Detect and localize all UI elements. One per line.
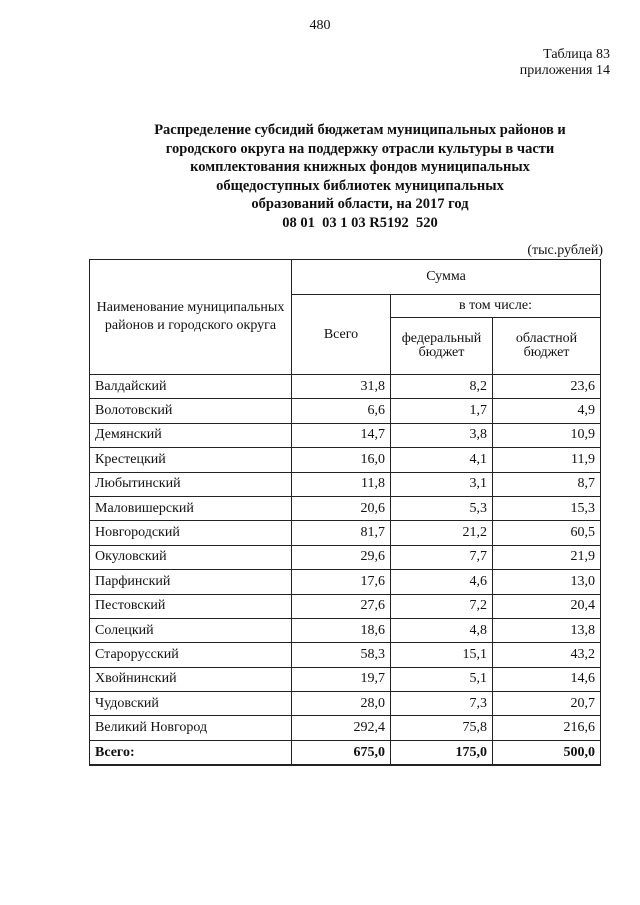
table-row: [90, 618, 601, 642]
table-row: [90, 399, 601, 423]
district-name: Маловишерский: [90, 496, 292, 520]
row-regional: 13,8: [493, 618, 601, 642]
row-total: 58,3: [292, 643, 391, 667]
header-regional: областной бюджет: [493, 318, 601, 375]
title-line: образований области, на 2017 год: [251, 196, 469, 212]
row-regional: 23,6: [493, 375, 601, 399]
row-federal: 4,8: [391, 618, 493, 642]
table-row: [90, 472, 601, 496]
title-line: комплектования книжных фондов муниципальных: [190, 159, 530, 175]
header-federal: федеральный бюджет: [391, 318, 493, 375]
district-name: Чудовский: [90, 692, 292, 716]
table-body: [90, 375, 601, 766]
title-line: Распределение субсидий бюджетам муниципальных районов и: [154, 122, 566, 138]
subsidy-table: [89, 259, 601, 766]
row-regional: 15,3: [493, 496, 601, 520]
table-row: [90, 423, 601, 447]
table-row: [90, 692, 601, 716]
row-regional: 13,0: [493, 570, 601, 594]
table-number: Таблица 83: [543, 47, 610, 62]
table-row: [90, 496, 601, 520]
row-total: 27,6: [292, 594, 391, 618]
district-name: Волотовский: [90, 399, 292, 423]
row-total: 81,7: [292, 521, 391, 545]
table-reference: [520, 47, 610, 79]
row-federal: 7,7: [391, 545, 493, 569]
district-name: Старорусский: [90, 643, 292, 667]
totals-total: 675,0: [292, 740, 391, 765]
row-total: 17,6: [292, 570, 391, 594]
row-federal: 3,8: [391, 423, 493, 447]
district-name: Новгородский: [90, 521, 292, 545]
row-total: 28,0: [292, 692, 391, 716]
row-total: 6,6: [292, 399, 391, 423]
title-line: городского округа на поддержку отрасли культуры в части: [165, 140, 555, 157]
district-name: Валдайский: [90, 375, 292, 399]
row-federal: 5,1: [391, 667, 493, 691]
row-federal: 8,2: [391, 375, 493, 399]
row-total: 11,8: [292, 472, 391, 496]
table-row: [90, 545, 601, 569]
district-name: Хвойнинский: [90, 667, 292, 691]
table-header: [90, 260, 601, 375]
row-regional: 10,9: [493, 423, 601, 447]
row-total: 292,4: [292, 716, 391, 740]
table-row: [90, 667, 601, 691]
row-federal: 7,2: [391, 594, 493, 618]
row-total: 20,6: [292, 496, 391, 520]
units-label: (тыс.рублей): [527, 243, 603, 258]
table-row: [90, 594, 601, 618]
table-row: [90, 643, 601, 667]
header-including: в том числе:: [391, 295, 601, 318]
totals-label: Всего:: [90, 740, 292, 765]
document-title: [100, 121, 620, 232]
row-regional: 8,7: [493, 472, 601, 496]
row-federal: 15,1: [391, 643, 493, 667]
district-name: Окуловский: [90, 545, 292, 569]
row-total: 19,7: [292, 667, 391, 691]
row-regional: 4,9: [493, 399, 601, 423]
row-regional: 11,9: [493, 448, 601, 472]
row-total: 18,6: [292, 618, 391, 642]
district-name: Парфинский: [90, 570, 292, 594]
header-total: Всего: [292, 295, 391, 375]
row-regional: 20,7: [493, 692, 601, 716]
row-total: 14,7: [292, 423, 391, 447]
district-name: Великий Новгород: [90, 716, 292, 740]
totals-row: [90, 740, 601, 765]
row-federal: 3,1: [391, 472, 493, 496]
district-name: Солецкий: [90, 618, 292, 642]
row-total: 31,8: [292, 375, 391, 399]
row-federal: 21,2: [391, 521, 493, 545]
row-federal: 7,3: [391, 692, 493, 716]
page-number: 480: [309, 18, 331, 33]
appendix-number: приложения 14: [519, 63, 610, 78]
totals-regional: 500,0: [493, 740, 601, 765]
row-total: 16,0: [292, 448, 391, 472]
row-regional: 20,4: [493, 594, 601, 618]
row-federal: 4,6: [391, 570, 493, 594]
table-row: [90, 375, 601, 399]
row-federal: 75,8: [391, 716, 493, 740]
budget-code: 08 01 03 1 03 R5192 520: [282, 214, 438, 231]
title-line: общедоступных библиотек муниципальных: [216, 177, 504, 194]
row-federal: 4,1: [391, 448, 493, 472]
row-total: 29,6: [292, 545, 391, 569]
header-name: Наименование муниципальных районов и городского округа: [90, 260, 292, 375]
row-regional: 21,9: [493, 545, 601, 569]
table-row: [90, 521, 601, 545]
row-regional: 60,5: [493, 521, 601, 545]
table-row: [90, 716, 601, 740]
district-name: Крестецкий: [90, 448, 292, 472]
row-regional: 14,6: [493, 667, 601, 691]
row-federal: 1,7: [391, 399, 493, 423]
row-regional: 216,6: [493, 716, 601, 740]
table-row: [90, 570, 601, 594]
row-regional: 43,2: [493, 643, 601, 667]
district-name: Демянский: [90, 423, 292, 447]
table-row: [90, 448, 601, 472]
row-federal: 5,3: [391, 496, 493, 520]
totals-federal: 175,0: [391, 740, 493, 765]
header-sum: Сумма: [292, 260, 601, 295]
district-name: Любытинский: [90, 472, 292, 496]
district-name: Пестовский: [90, 594, 292, 618]
